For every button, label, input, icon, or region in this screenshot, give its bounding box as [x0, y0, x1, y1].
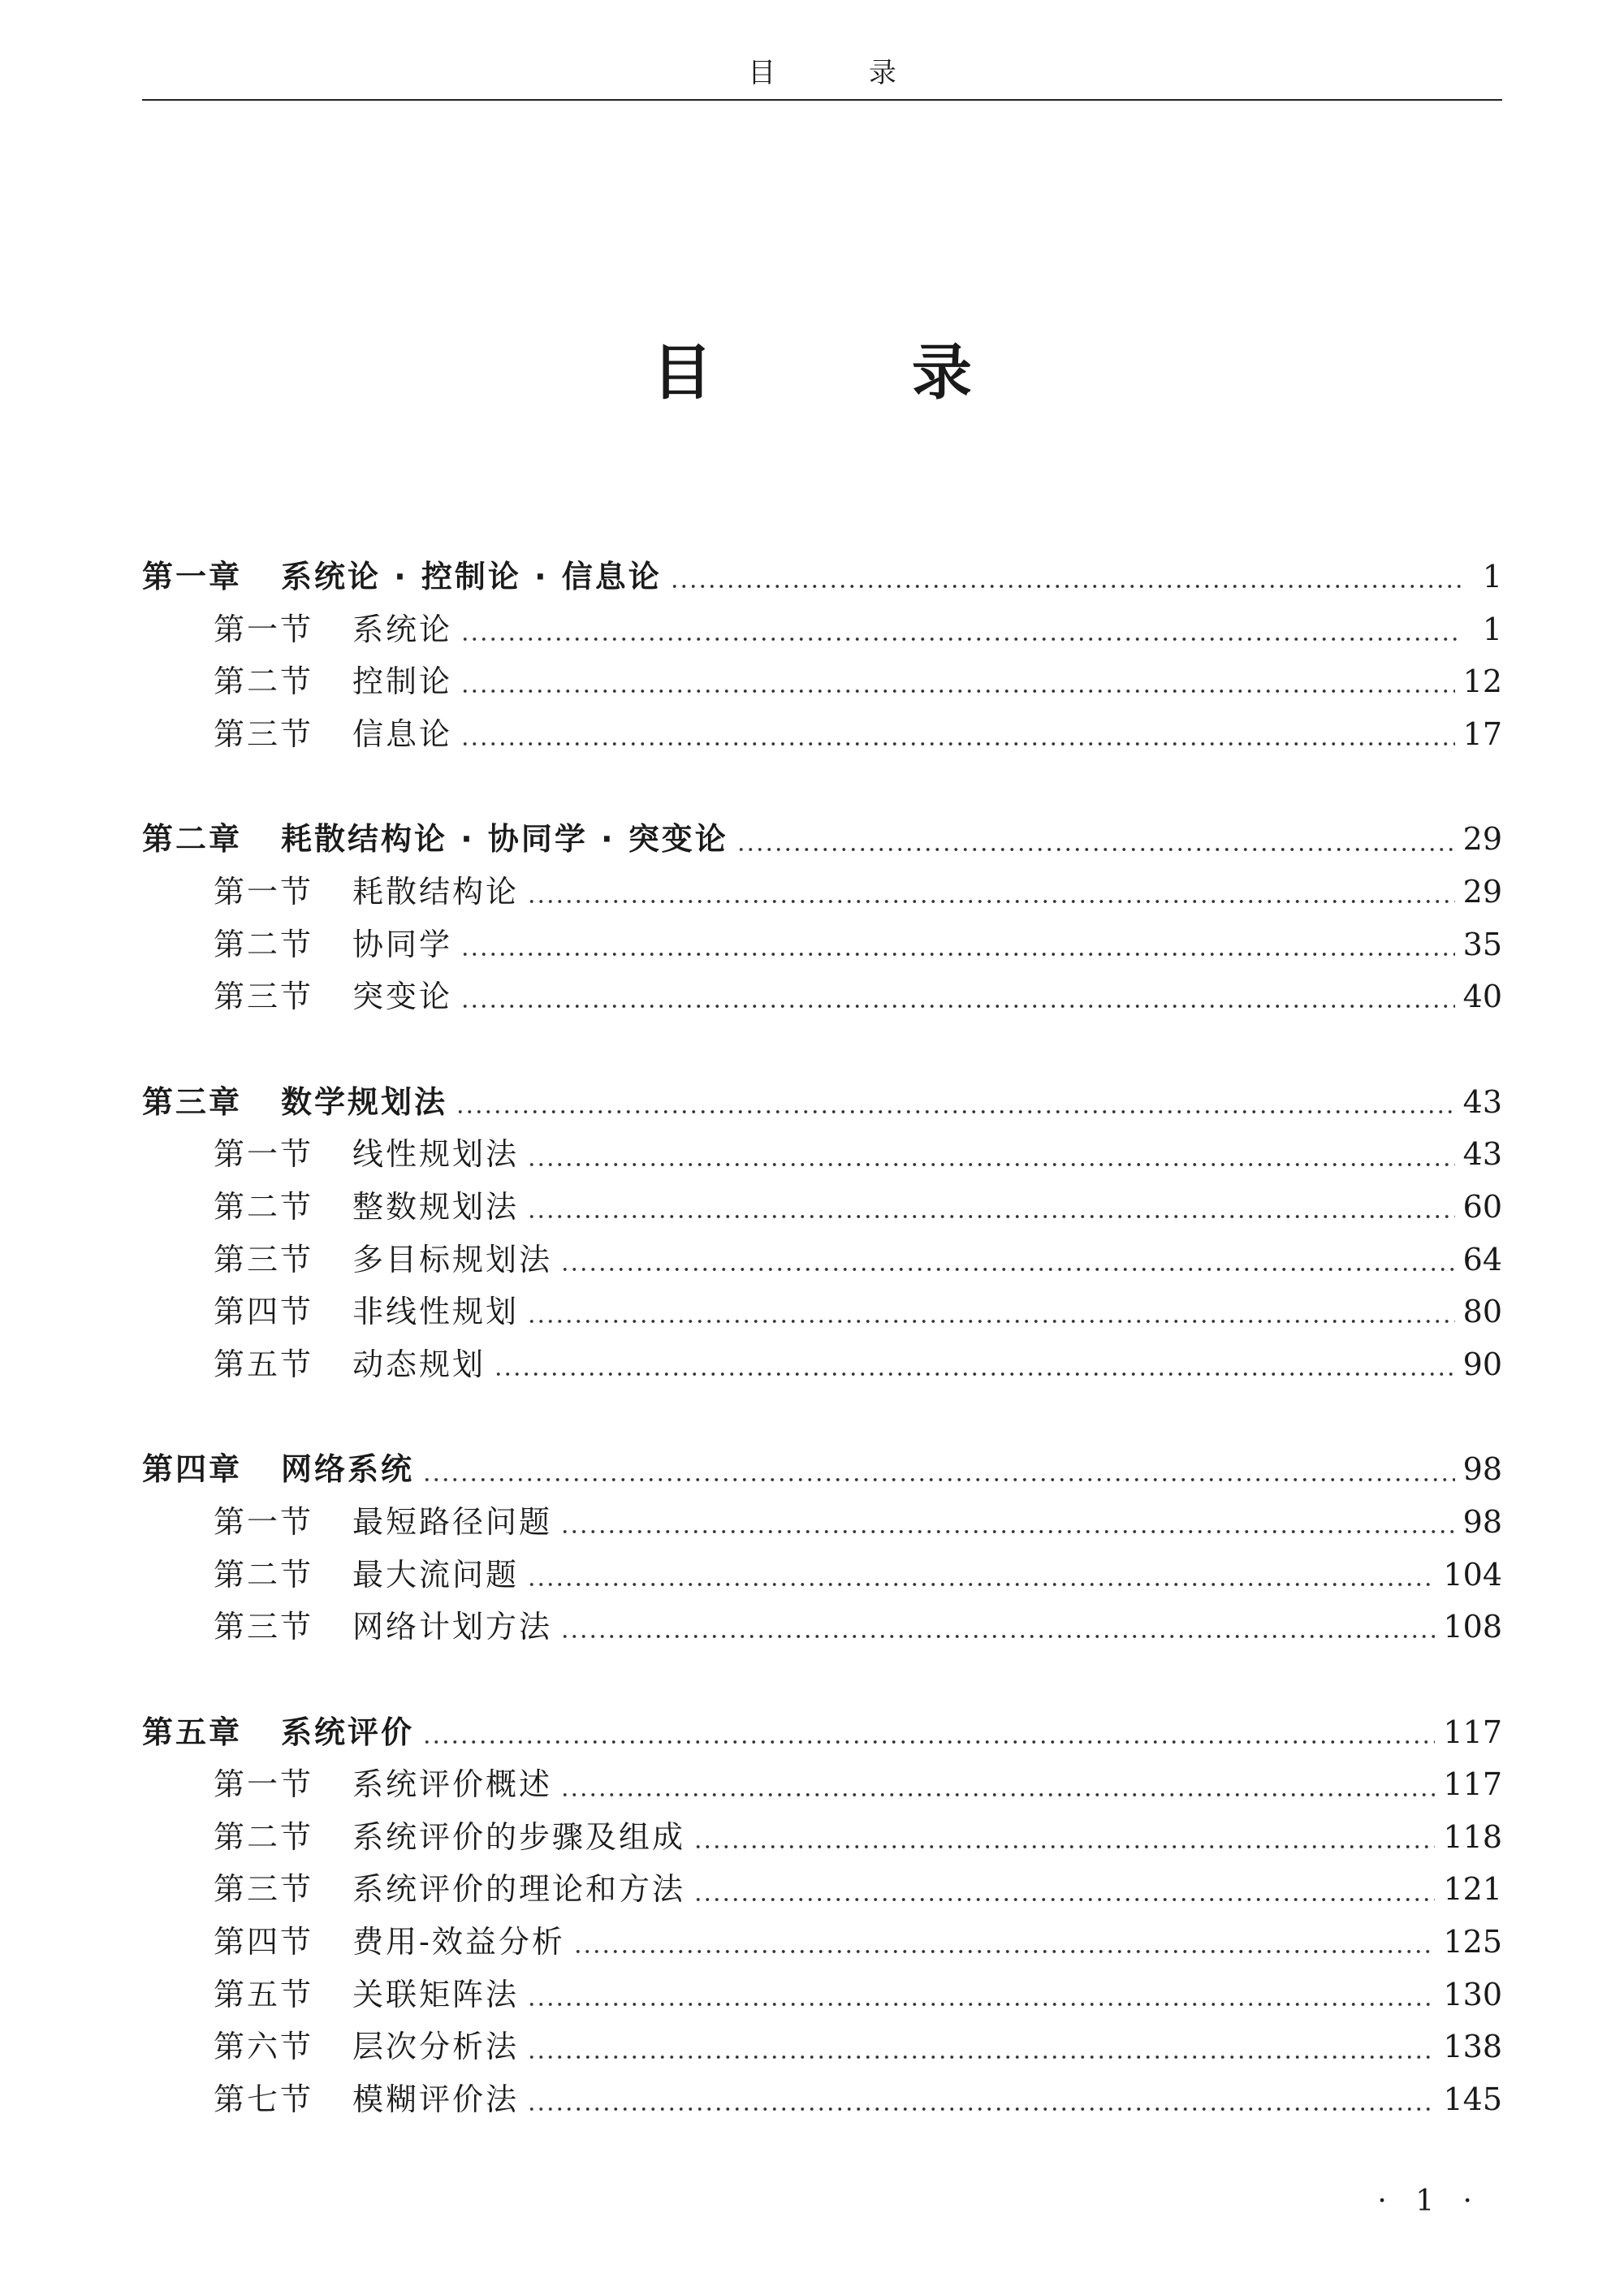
dot-leader	[460, 928, 1455, 961]
chapter-label: 第五章	[142, 1714, 243, 1750]
section-title: 整数规划法	[352, 1188, 520, 1225]
section-page-number: 117	[1443, 1766, 1502, 1803]
chapter-title: 耗散结构论 · 协同学 · 突变论	[281, 821, 728, 858]
section-page-number: 80	[1462, 1294, 1502, 1330]
section-page-number: 12	[1462, 664, 1502, 700]
section-label: 第二节	[214, 1556, 314, 1593]
section-label: 第二节	[214, 926, 314, 962]
section-title: 信息论	[352, 715, 453, 752]
section-page-number: 104	[1443, 1556, 1502, 1593]
dot-leader	[460, 980, 1455, 1013]
section-label: 第一节	[214, 873, 314, 910]
dot-leader	[527, 1558, 1435, 1591]
dot-leader	[494, 1348, 1455, 1381]
toc-section-entry[interactable]	[142, 655, 1502, 708]
running-head: 目 录	[748, 57, 939, 89]
section-page-number: 90	[1462, 1346, 1502, 1382]
toc-section-entry[interactable]	[142, 2073, 1502, 2126]
chapter-title: 数学规划法	[281, 1083, 448, 1120]
dot-leader	[527, 1191, 1455, 1223]
dot-leader	[736, 823, 1455, 856]
section-title: 耗散结构论	[352, 873, 520, 910]
toc-section-entry[interactable]	[142, 708, 1502, 761]
dot-leader	[560, 1243, 1455, 1276]
dot-leader	[460, 718, 1455, 750]
section-page-number: 125	[1443, 1924, 1502, 1960]
chapter-page-number: 29	[1462, 821, 1502, 858]
toc-chapter-group	[142, 813, 1502, 1022]
section-label: 第二节	[214, 664, 314, 700]
dot-leader	[560, 1610, 1435, 1643]
toc-section-entry[interactable]	[142, 603, 1502, 656]
section-label: 第四节	[214, 1924, 314, 1960]
header-rule	[142, 99, 1502, 101]
section-page-number: 35	[1462, 926, 1502, 962]
section-title: 模糊评价法	[352, 2081, 520, 2117]
section-title: 协同学	[352, 926, 453, 962]
dot-leader	[460, 613, 1462, 646]
section-page-number: 1	[1482, 611, 1502, 647]
chapter-page-number: 98	[1462, 1451, 1502, 1488]
section-page-number: 43	[1462, 1136, 1502, 1173]
section-title: 突变论	[352, 979, 453, 1015]
toc-section-entry[interactable]	[142, 1549, 1502, 1602]
section-title: 最短路径问题	[352, 1503, 553, 1540]
section-label: 第五节	[214, 1346, 314, 1382]
dot-leader	[573, 1926, 1436, 1958]
dot-leader	[527, 1978, 1435, 2011]
toc-section-entry[interactable]	[142, 1338, 1502, 1391]
section-title: 控制论	[352, 664, 453, 700]
section-label: 第三节	[214, 1241, 314, 1277]
toc-section-entry[interactable]	[142, 1286, 1502, 1338]
toc-section-entry[interactable]	[142, 970, 1502, 1023]
section-label: 第三节	[214, 979, 314, 1015]
chapter-page-number: 117	[1443, 1714, 1502, 1750]
section-title: 最大流问题	[352, 1556, 520, 1593]
toc-section-entry[interactable]	[142, 1916, 1502, 1969]
chapter-label: 第四章	[142, 1451, 243, 1488]
section-page-number: 98	[1462, 1503, 1502, 1540]
section-title: 系统论	[352, 611, 453, 647]
section-page-number: 17	[1462, 715, 1502, 752]
chapter-title: 系统论 · 控制论 · 信息论	[281, 559, 662, 594]
toc-section-entry[interactable]	[142, 1601, 1502, 1653]
dot-leader	[527, 2083, 1435, 2116]
dot-leader	[560, 1769, 1435, 1801]
dot-leader	[527, 1139, 1455, 1171]
section-label: 第四节	[214, 1294, 314, 1330]
toc-chapter-group	[142, 1706, 1502, 2126]
dot-leader	[560, 1506, 1455, 1538]
section-label: 第三节	[214, 1609, 314, 1645]
dot-leader	[693, 1821, 1435, 1853]
section-title: 非线性规划	[352, 1294, 520, 1330]
dot-leader	[527, 875, 1455, 908]
page-number: · 1 ·	[1377, 2185, 1482, 2218]
toc-section-entry[interactable]	[142, 1863, 1502, 1916]
toc-chapter-entry[interactable]	[142, 1706, 1502, 1759]
section-label: 第三节	[214, 715, 314, 752]
section-page-number: 64	[1462, 1241, 1502, 1277]
dot-leader	[456, 1086, 1455, 1118]
dot-leader	[693, 1874, 1435, 1906]
section-label: 第一节	[214, 611, 314, 647]
toc-section-entry[interactable]	[142, 1811, 1502, 1864]
toc-section-entry[interactable]	[142, 1234, 1502, 1286]
dot-leader	[527, 2031, 1435, 2064]
chapter-label: 第三章	[142, 1083, 243, 1120]
section-label: 第三节	[214, 1871, 314, 1908]
section-title: 多目标规划法	[352, 1241, 553, 1277]
chapter-page-number: 43	[1462, 1083, 1502, 1120]
toc-section-entry[interactable]	[142, 2021, 1502, 2073]
section-title: 层次分析法	[352, 2029, 520, 2065]
section-label: 第五节	[214, 1976, 314, 2012]
section-label: 第一节	[214, 1766, 314, 1803]
toc-section-entry[interactable]	[142, 1128, 1502, 1181]
section-title: 动态规划	[352, 1346, 486, 1382]
section-page-number: 121	[1443, 1871, 1502, 1908]
section-title: 线性规划法	[352, 1136, 520, 1173]
section-page-number: 108	[1443, 1609, 1502, 1645]
toc-section-entry[interactable]	[142, 866, 1502, 919]
section-page-number: 145	[1443, 2081, 1502, 2117]
section-label: 第二节	[214, 1818, 314, 1855]
chapter-label: 第二章	[142, 821, 243, 858]
toc-chapter-entry[interactable]	[142, 813, 1502, 866]
toc-section-entry[interactable]	[142, 919, 1502, 971]
toc-chapter-group	[142, 1076, 1502, 1391]
section-page-number: 118	[1443, 1818, 1502, 1855]
toc-chapter-entry[interactable]	[142, 1443, 1502, 1496]
toc-section-entry[interactable]	[142, 1496, 1502, 1549]
section-label: 第七节	[214, 2081, 314, 2117]
section-label: 第二节	[214, 1188, 314, 1225]
section-page-number: 60	[1462, 1188, 1502, 1225]
section-page-number: 138	[1443, 2029, 1502, 2065]
dot-leader	[422, 1716, 1435, 1748]
table-of-contents	[142, 551, 1502, 2178]
section-label: 第一节	[214, 1136, 314, 1173]
chapter-label: 第一章	[142, 559, 243, 594]
section-label: 第一节	[214, 1503, 314, 1540]
toc-chapter-group	[142, 551, 1502, 760]
dot-leader	[460, 665, 1455, 698]
dot-leader	[527, 1295, 1455, 1328]
dot-leader	[670, 560, 1462, 593]
section-title: 系统评价的理论和方法	[352, 1871, 686, 1908]
section-label: 第六节	[214, 2029, 314, 2065]
chapter-title: 网络系统	[281, 1451, 415, 1488]
toc-section-entry[interactable]	[142, 1181, 1502, 1234]
dot-leader	[422, 1454, 1455, 1486]
toc-chapter-group	[142, 1443, 1502, 1653]
page-title: 目 录	[652, 338, 1061, 408]
toc-section-entry[interactable]	[142, 1969, 1502, 2021]
chapter-page-number: 1	[1482, 559, 1502, 594]
section-title: 网络计划方法	[352, 1609, 553, 1645]
chapter-title: 系统评价	[281, 1714, 415, 1750]
section-title: 系统评价概述	[352, 1766, 553, 1803]
toc-chapter-entry[interactable]	[142, 1076, 1502, 1129]
section-title: 关联矩阵法	[352, 1976, 520, 2012]
section-title: 费用-效益分析	[352, 1924, 565, 1960]
toc-section-entry[interactable]	[142, 1758, 1502, 1811]
section-page-number: 130	[1443, 1976, 1502, 2012]
section-title: 系统评价的步骤及组成	[352, 1818, 686, 1855]
section-page-number: 29	[1462, 873, 1502, 910]
toc-chapter-entry[interactable]	[142, 551, 1502, 603]
section-page-number: 40	[1462, 979, 1502, 1015]
